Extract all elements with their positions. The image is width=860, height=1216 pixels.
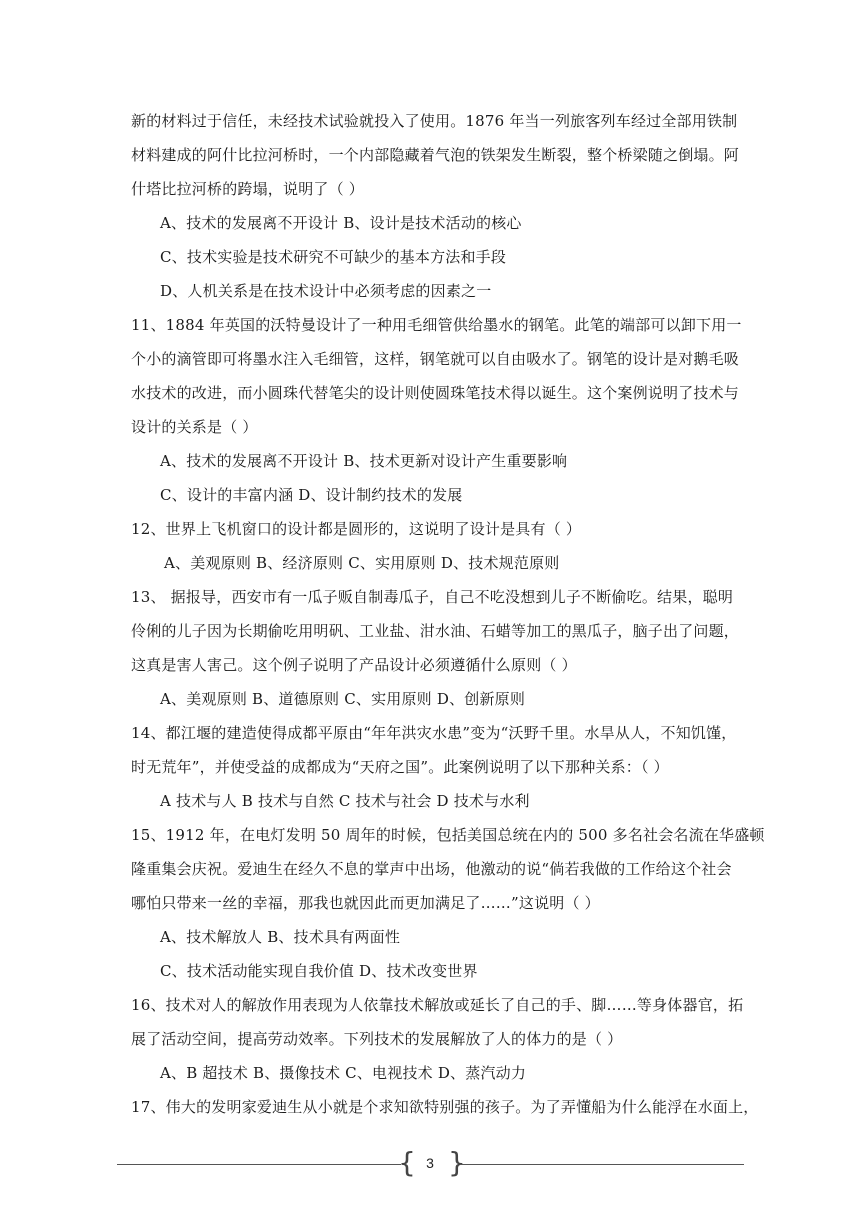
text-line: 什塔比拉河桥的跨塌，说明了（ ） (131, 180, 364, 198)
option-line: C、技术活动能实现自我价值 D、技术改变世界 (160, 962, 478, 980)
footer-left-brace: { (398, 1146, 416, 1179)
option-line: A、技术解放人 B、技术具有两面性 (160, 928, 401, 946)
page-body (131, 104, 765, 1124)
footer-rule-left (117, 1164, 401, 1165)
page-footer (0, 1145, 860, 1185)
text-line: 16、技术对人的解放作用表现为人依靠技术解放或延长了自己的手、脚……等身体器官，拓 (131, 996, 744, 1014)
text-line: 时无荒年”，并使受益的成都成为“天府之国”。此案例说明了以下那种关系：（ ） (131, 758, 669, 776)
option-line: C、设计的丰富内涵 D、设计制约技术的发展 (160, 486, 463, 504)
text-line: 12、世界上飞机窗口的设计都是圆形的，这说明了设计是具有（ ） (131, 520, 582, 538)
text-line: 13、 据报导，西安市有一瓜子贩自制毒瓜子，自己不吃没想到儿子不断偷吃。结果，聪明 (131, 588, 734, 606)
text-line: 个小的滴管即可将墨水注入毛细管，这样，钢笔就可以自由吸水了。钢笔的设计是对鹅毛吸 (131, 350, 740, 368)
footer-rule-right (460, 1164, 744, 1165)
option-line: A、B 超技术 B、摄像技术 C、电视技术 D、蒸汽动力 (160, 1064, 527, 1082)
text-line: 11、1884 年英国的沃特曼设计了一种用毛细管供给墨水的钢笔。此笔的端部可以卸下用一 (131, 316, 742, 334)
text-line: 17、伟大的发明家爱迪生从小就是个求知欲特别强的孩子。为了弄懂船为什么能浮在水面上， (131, 1098, 759, 1116)
option-line: A、技术的发展离不开设计 B、设计是技术活动的核心 (160, 214, 522, 232)
text-line: 设计的关系是（ ） (131, 418, 258, 436)
text-line: 15、1912 年，在电灯发明 50 周年的时候，包括美国总统在内的 500 多名社会名流在华盛顿 (131, 826, 765, 844)
text-line: 隆重集会庆祝。爱迪生在经久不息的掌声中出场，他激动的说“倘若我做的工作给这个社会 (131, 860, 732, 878)
text-line: 材料建成的阿什比拉河桥时，一个内部隐藏着气泡的铁架发生断裂，整个桥梁随之倒塌。阿 (131, 146, 740, 164)
text-line: 这真是害人害己。这个例子说明了产品设计必须遵循什么原则（ ） (131, 656, 577, 674)
option-line: A、美观原则 B、道德原则 C、实用原则 D、创新原则 (160, 690, 526, 708)
option-line: C、技术实验是技术研究不可缺少的基本方法和手段 (160, 248, 507, 266)
text-line: 水技术的改进，而小圆珠代替笔尖的设计则使圆珠笔技术得以诞生。这个案例说明了技术与 (131, 384, 740, 402)
text-line: 新的材料过于信任，未经技术试验就投入了使用。1876 年当一列旅客列车经过全部用铁制 (131, 112, 738, 130)
option-line: D、人机关系是在技术设计中必须考虑的因素之一 (160, 282, 492, 300)
option-line: A、技术的发展离不开设计 B、技术更新对设计产生重要影响 (160, 452, 568, 470)
text-line: 伶俐的儿子因为长期偷吃用明矾、工业盐、泔水油、石蜡等加工的黑瓜子，脑子出了问题， (131, 622, 740, 640)
text-line: 哪怕只带来一丝的幸福，那我也就因此而更加满足了……”这说明（ ） (131, 894, 600, 912)
option-line: A 技术与人 B 技术与自然 C 技术与社会 D 技术与水利 (160, 792, 530, 810)
footer-right-brace: } (448, 1146, 466, 1179)
option-line: A、美观原则 B、经济原则 C、实用原则 D、技术规范原则 (164, 554, 560, 572)
text-line: 展了活动空间，提高劳动效率。下列技术的发展解放了人的体力的是（ ） (131, 1030, 623, 1048)
page-number: 3 (426, 1155, 434, 1171)
text-line: 14、都江堰的建造使得成都平原由“年年洪灾水患”变为“沃野千里。水旱从人，不知饥馑， (131, 724, 737, 742)
